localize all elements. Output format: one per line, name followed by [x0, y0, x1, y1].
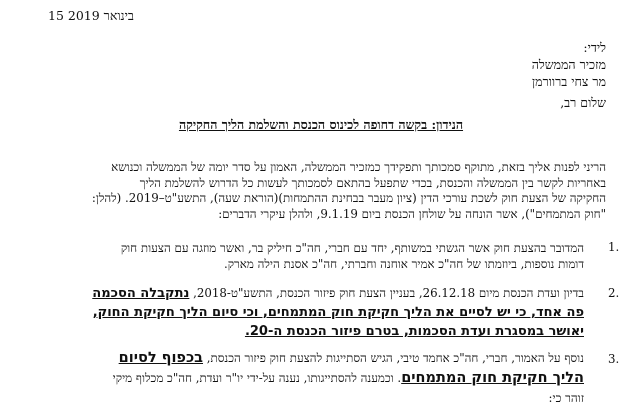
- intro-paragraph: [34, 160, 606, 222]
- item-text: זוהר כי:: [548, 391, 584, 405]
- item-number: 3.: [608, 352, 620, 366]
- item-line: דומות נוספות, ביוזמתו של חה"כ אמיר אוחנה וחברתי, חה"כ אסנת הילה מארק.: [223, 257, 584, 271]
- intro-line: באחריות לקשר בין הממשלה והכנסת, בכדי שתפעל בהתאם לסמכותך לעשות כל הדרוש להשלמת הליך: [139, 175, 606, 190]
- item-text: נוסף על האמור, חברי, חה"כ אחמד טיבי, הגיש הסתייגות להצעת חוק פיזור הכנסת,: [206, 351, 584, 365]
- item-text: . וכמענה להסתייגותו, נענה על-ידי יו"ר ועדת, חה"כ מכלוף מיקי: [112, 371, 402, 385]
- item-highlight: הליך חקיקת חוק המתמחים: [401, 370, 584, 386]
- item-highlight: נתקבלה הסכמה: [92, 286, 190, 301]
- item-highlight: יאושר במסגרת ועדת הסכמות, בטרם פיזור הכנסת ה-20.: [244, 324, 584, 339]
- recipient-name: מר צחי ברוורמן: [531, 74, 606, 89]
- intro-line: החקיקה של הצעת חוק לשכת עורכי הדין (ציון מעבר בבחינת ההתמחות)(הוראת שעה), התשע"ט–2019. (להלן:: [91, 191, 606, 206]
- item-line: המדובר בהצעת חוק אשר הגשתי במשותף, יחד עם חברי, חה"כ חיליק בר, ואשר מוזגה עם הצעות חוק: [120, 241, 584, 255]
- intro-line: "חוק המתמחים"), אשר הונחה על שולחן הכנסת ביום 9.1.19, ולהלן עיקרי הדברים:: [218, 206, 606, 221]
- subject-line: הנידון: בקשה דחופה לכינוס הכנסת והשלמת הליך החקיקה: [178, 117, 464, 132]
- intro-line: הריני לפנות אליך בזאת, מתוקף סמכותך ותפקידך כמזכיר הממשלה, האמון על סדר יומה של הממשלה וכנושא: [111, 160, 606, 174]
- item-highlight: פה אחד, כי יש לסיים את הליך חקיקת חוק המתמחים, וכי סיום הליך חקיקת החוק,: [92, 305, 584, 320]
- letter-date: 15 בינואר 2019: [48, 8, 134, 23]
- recipient-label: לידי:: [583, 40, 606, 55]
- item-highlight: בכפוף לסיום: [118, 350, 204, 366]
- item-number: 2.: [608, 286, 620, 300]
- list-item: [44, 284, 584, 341]
- list-item: [44, 348, 584, 408]
- recipient-title: מזכיר הממשלה: [531, 57, 606, 72]
- greeting: שלום רב,: [560, 95, 606, 110]
- item-number: 1.: [608, 240, 620, 254]
- item-text: בדיון ועדת הכנסת מיום 26.12.18, בעניין הצעת חוק פיזור הכנסת, התשע"ט-2018,: [193, 286, 584, 300]
- list-item: [44, 240, 584, 272]
